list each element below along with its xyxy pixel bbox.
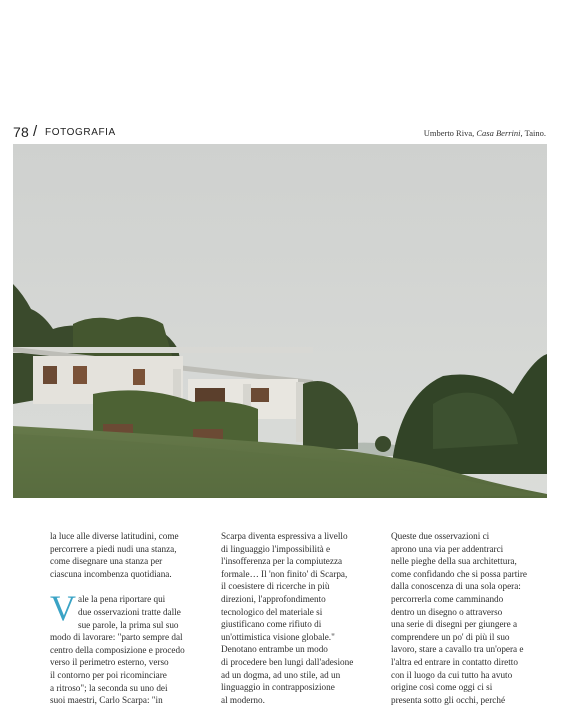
text-line: ad un dogma, ad uno stile, ad un (221, 669, 341, 680)
text-line: a ritroso"; la seconda su uno dei (50, 682, 168, 693)
text-line: ale la pena riportare qui (78, 594, 166, 605)
text-line: suoi maestri, Carlo Scarpa: "in (50, 695, 163, 706)
article-column-3 (391, 530, 541, 706)
photo-caption (424, 128, 546, 138)
text-line: Queste due osservazioni ci (391, 531, 490, 541)
page-header (13, 124, 546, 142)
text-line: nelle pieghe della sua architettura, (391, 556, 517, 567)
caption-author: Umberto Riva, (423, 128, 477, 138)
text-line: un'ottimistica visione globale." (221, 631, 335, 642)
drop-cap: V (50, 588, 76, 629)
text-line: come confidando che si possa partire (391, 568, 527, 579)
text-line: due osservazioni tratte dalle (78, 606, 181, 617)
text-line: l'insofferenza per la compiutezza (221, 556, 343, 567)
text-line: Denotano entrambe un modo (221, 644, 328, 655)
text-line: il contorno per poi ricominciare (50, 669, 167, 680)
caption-place: , Taino. (520, 128, 546, 138)
text-line: origine così come oggi ci si (391, 682, 493, 693)
text-line: direzioni, l'approfondimento (221, 593, 326, 604)
text-line: ciascuna incombenza quotidiana. (50, 568, 172, 579)
text-line: l'altra ed entrare in contatto diretto (391, 656, 518, 667)
page-number: 78 (13, 124, 29, 140)
text-line: linguaggio in contrapposizione (221, 682, 335, 693)
text-line: con il luogo da cui tutto ha avuto (391, 669, 513, 680)
text-line: presenta sotto gli occhi, perché (391, 694, 506, 705)
text-line: come disegnare una stanza per (50, 556, 163, 567)
text-line: comprendere un po' di più il suo (391, 631, 510, 642)
text-line: percorrerla come camminando (391, 593, 504, 604)
caption-work-title: Casa Berrini (476, 128, 521, 138)
text-line: al moderno. (221, 694, 265, 705)
text-line: centro della composizione e procedo (50, 644, 185, 655)
text-line: verso il perimetro esterno, verso (50, 657, 169, 668)
text-line: di procedere ben lungi dall'adesione (221, 656, 354, 667)
text-line: percorrere a piedi nudi una stanza, (50, 543, 177, 554)
text-line: aprono una via per addentrarci (391, 543, 504, 554)
text-line: dalla conoscenza di una sola opera: (391, 581, 521, 592)
text-line: tecnologico del materiale si (221, 606, 323, 617)
house-landscape-photo (13, 144, 547, 498)
section-title: FOTOGRAFIA (45, 127, 116, 138)
text-line: Scarpa diventa espressiva a livello (221, 531, 348, 541)
text-line: di linguaggio l'impossibilità e (221, 543, 331, 554)
article-column-2 (221, 530, 371, 706)
text-line: dentro un disegno o attraverso (391, 606, 503, 617)
main-photo (13, 144, 547, 498)
header-slash: / (33, 123, 38, 140)
text-line: giustificano come rifiuto di (221, 619, 322, 630)
text-line: la luce alle diverse latitudini, come (50, 531, 179, 541)
article-column-1 (50, 530, 200, 707)
text-line: sue parole, la prima sul suo (78, 619, 179, 630)
text-line: formale… Il 'non finito' di Scarpa, (221, 568, 348, 579)
text-line: una serie di disegni per giungere a (391, 619, 518, 630)
text-line: modo di lavorare: "parto sempre dal (50, 632, 183, 643)
text-line: lavoro, stare a cavallo tra un'opera e (391, 644, 524, 655)
text-line: il coesistere di ricerche in più (221, 581, 330, 592)
